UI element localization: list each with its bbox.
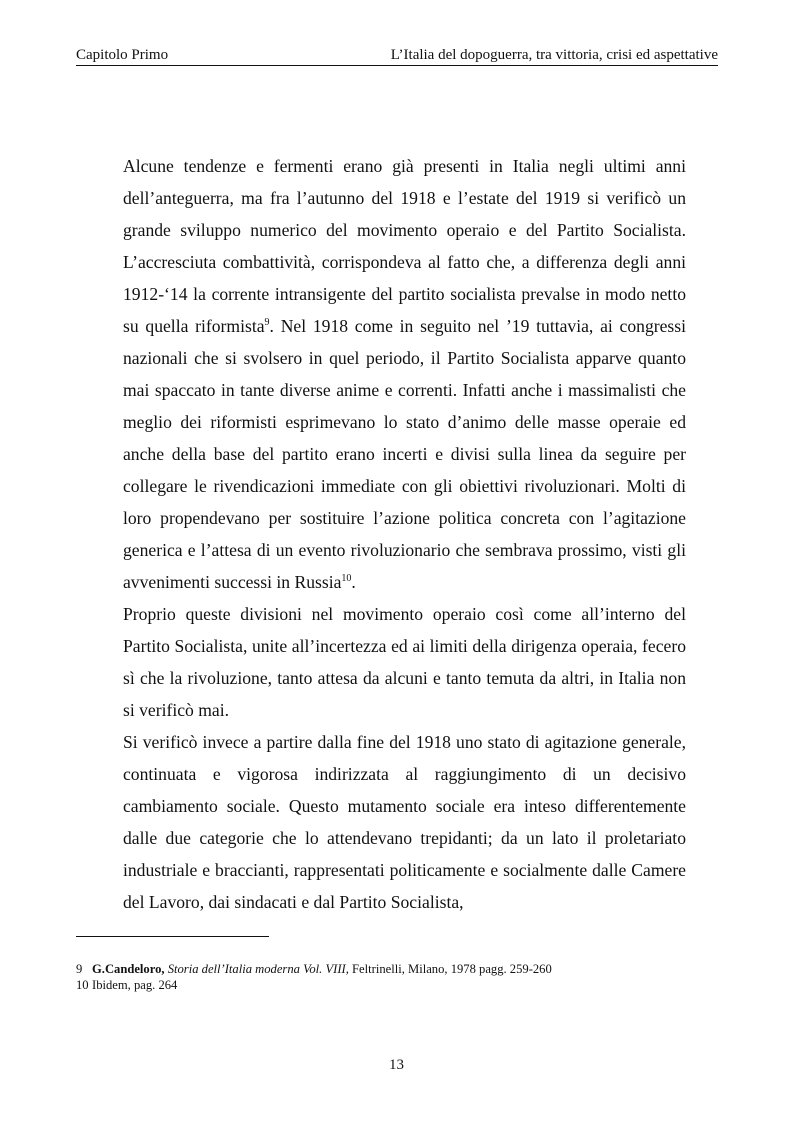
footnote-title: Storia dell’Italia moderna Vol. VIII,	[167, 962, 349, 976]
footnote-ref-10: 10	[341, 573, 352, 584]
footnote-number: 10	[76, 978, 89, 992]
footnote-10	[76, 977, 716, 993]
footnote-publisher: Feltrinelli, Milano, 1978 pagg. 259-260	[352, 962, 552, 976]
footnote-number: 9	[76, 962, 83, 976]
paragraph-2: Proprio queste divisioni nel movimento operaio così come all’interno del Partito Socialista, unite all’incertezza ed ai limiti della dirigenza operaia, fecero sì che la rivoluzione, tanto attesa da alcuni e tanto temuta da altri, in Italia non si verificò mai.	[123, 604, 686, 720]
footnotes	[76, 961, 716, 993]
chapter-title: L’Italia del dopoguerra, tra vittoria, crisi ed aspettative	[390, 47, 718, 63]
footnote-ref-9: 9	[264, 317, 270, 328]
footnote-separator	[76, 936, 269, 937]
main-text	[123, 150, 686, 918]
paragraph-1-text-c: .	[351, 572, 356, 592]
footnote-text: Ibidem, pag. 264	[92, 978, 178, 992]
footnote-author: G.Candeloro,	[92, 962, 165, 976]
running-header	[76, 46, 718, 66]
paragraph-1	[123, 150, 686, 598]
footnote-9	[76, 961, 716, 977]
paragraph-3: Si verificò invece a partire dalla fine del 1918 uno stato di agitazione generale, continuata e vigorosa indirizzata al raggiungimento di un decisivo cambiamento sociale. Questo mutamento sociale era inteso differentemente dalle due categorie che lo attendevano trepidanti; da un lato il proletariato industriale e braccianti, rappresentati politicamente e socialmente dalle Camere del Lavoro, dai sindacati e dal Partito Socialista,	[123, 732, 686, 912]
page-number: 13	[389, 1057, 404, 1073]
chapter-label: Capitolo Primo	[76, 47, 169, 63]
paragraph-1-text-a: Alcune tendenze e fermenti erano già presenti in Italia negli ultimi anni dell’anteguerra, ma fra l’autunno del 1918 e l’estate del 1919 si verificò un grande sviluppo numerico del movimento operaio e del Partito Socialista. L’accresciuta combattività, corrispondeva al fatto che, a differenza degli anni 1912-‘14 la corrente intransigente del partito socialista prevalse in modo netto su quella riformista	[123, 156, 686, 336]
paragraph-1-text-b: . Nel 1918 come in seguito nel ’19 tuttavia, ai congressi nazionali che si svolsero in quel periodo, il Partito Socialista apparve quanto mai spaccato in tante diverse anime e correnti. Infatti anche i massimalisti che meglio dei riformisti esprimevano lo stato d’animo delle masse operaie ed anche della base del partito erano incerti e divisi sulla linea da seguire per collegare le rivendicazioni immediate con gli obiettivi rivoluzionari. Molti di loro propendevano per sostituire l’azione politica concreta con l’agitazione generica e l’attesa di un evento rivoluzionario che sembrava prossimo, visti gli avvenimenti successi in Russia	[123, 316, 686, 592]
